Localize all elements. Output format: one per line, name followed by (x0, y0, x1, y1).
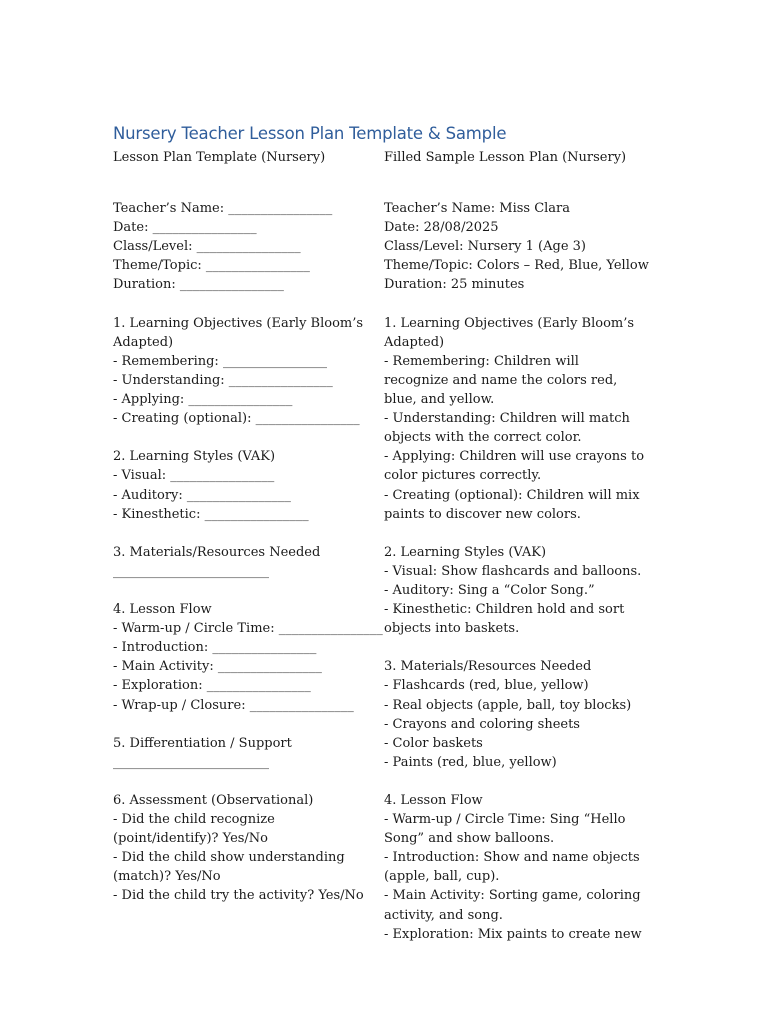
class-level-value: Class/Level: Nursery 1 (Age 3) (384, 239, 586, 255)
kinesthetic-value: - Kinesthetic: Children hold and sort objects into baskets. (384, 602, 625, 637)
introduction-field: - Introduction: ________________ (113, 640, 317, 656)
understanding-value: - Understanding: Children will match objects with the correct color. (384, 411, 630, 446)
applying-field: - Applying: ________________ (113, 392, 293, 408)
styles-heading: 2. Learning Styles (VAK) (113, 449, 276, 465)
creating-value: - Creating (optional): Children will mix paints to discover new colors. (384, 487, 640, 522)
theme-topic-field: Theme/Topic: ________________ (113, 258, 310, 274)
assessment-item: - Did the child recognize (point/identify)? Yes/No (113, 812, 275, 847)
differentiation-heading: 5. Differentiation / Support (113, 735, 292, 751)
spacer (113, 581, 375, 600)
spacer (113, 295, 375, 314)
remembering-field: - Remembering: ________________ (113, 353, 327, 369)
spacer (384, 638, 646, 657)
date-value: Date: 28/08/2025 (384, 220, 499, 236)
flow-heading: 4. Lesson Flow (384, 793, 483, 808)
auditory-value: - Auditory: Sing a “Color Song.” (384, 582, 595, 598)
theme-topic-value: Theme/Topic: Colors – Red, Blue, Yellow (384, 258, 649, 274)
objectives-heading: 1. Learning Objectives (Early Bloom’s Adapted) (384, 315, 635, 350)
assessment-heading: 6. Assessment (Observational) (113, 793, 314, 808)
spacer (113, 428, 375, 447)
spacer (384, 524, 646, 543)
materials-heading: 3. Materials/Resources Needed (384, 659, 592, 675)
teacher-name-field: Teacher’s Name: ________________ (113, 201, 333, 217)
page-title: Nursery Teacher Lesson Plan Template & Sample (113, 124, 507, 143)
applying-value: - Applying: Children will use crayons to color pictures correctly. (384, 449, 645, 484)
assessment-item: - Did the child show understanding (match)? Yes/No (113, 850, 345, 885)
teacher-name-value: Teacher’s Name: Miss Clara (384, 201, 571, 217)
class-level-field: Class/Level: ________________ (113, 239, 301, 255)
date-field: Date: ________________ (113, 220, 257, 236)
spacer (384, 167, 646, 199)
creating-field: - Creating (optional): ________________ (113, 411, 360, 427)
exploration-field: - Exploration: ________________ (113, 678, 311, 694)
template-heading: Lesson Plan Template (Nursery) (113, 150, 326, 165)
kinesthetic-field: - Kinesthetic: ________________ (113, 506, 309, 522)
spacer (384, 295, 646, 314)
materials-item: - Crayons and coloring sheets (384, 716, 580, 732)
understanding-field: - Understanding: ________________ (113, 372, 333, 388)
spacer (113, 524, 375, 543)
exploration-value: - Exploration: Mix paints to create new (384, 926, 642, 942)
assessment-item: - Did the child try the activity? Yes/No (113, 888, 364, 904)
materials-item: - Paints (red, blue, yellow) (384, 754, 557, 770)
styles-heading: 2. Learning Styles (VAK) (384, 544, 547, 560)
spacer (113, 167, 375, 199)
materials-blank: ________________________ (113, 563, 269, 579)
materials-heading: 3. Materials/Resources Needed (113, 544, 321, 560)
template-column (113, 148, 383, 906)
main-activity-value: - Main Activity: Sorting game, coloring activity, and song. (384, 888, 641, 923)
objectives-heading: 1. Learning Objectives (Early Bloom’s Adapted) (113, 315, 364, 350)
warmup-field: - Warm-up / Circle Time: ________________ (113, 621, 383, 637)
visual-value: - Visual: Show flashcards and balloons. (384, 563, 642, 579)
spacer (384, 772, 646, 791)
differentiation-blank: ________________________ (113, 754, 269, 770)
flow-heading: 4. Lesson Flow (113, 602, 212, 618)
sample-heading: Filled Sample Lesson Plan (Nursery) (384, 150, 627, 165)
spacer (113, 715, 375, 734)
warmup-value: - Warm-up / Circle Time: Sing “Hello Song” and show balloons. (384, 812, 626, 847)
wrapup-field: - Wrap-up / Closure: ________________ (113, 697, 354, 713)
spacer (113, 772, 375, 791)
materials-item: - Color baskets (384, 735, 483, 751)
introduction-value: - Introduction: Show and name objects (apple, ball, cup). (384, 850, 640, 885)
main-activity-field: - Main Activity: ________________ (113, 659, 322, 675)
materials-item: - Real objects (apple, ball, toy blocks) (384, 697, 632, 713)
remembering-value: - Remembering: Children will recognize and name the colors red, blue, and yellow. (384, 353, 618, 408)
auditory-field: - Auditory: ________________ (113, 487, 291, 503)
duration-field: Duration: ________________ (113, 277, 284, 293)
materials-item: - Flashcards (red, blue, yellow) (384, 678, 589, 694)
visual-field: - Visual: ________________ (113, 468, 275, 484)
sample-column (384, 148, 649, 944)
duration-value: Duration: 25 minutes (384, 277, 525, 293)
